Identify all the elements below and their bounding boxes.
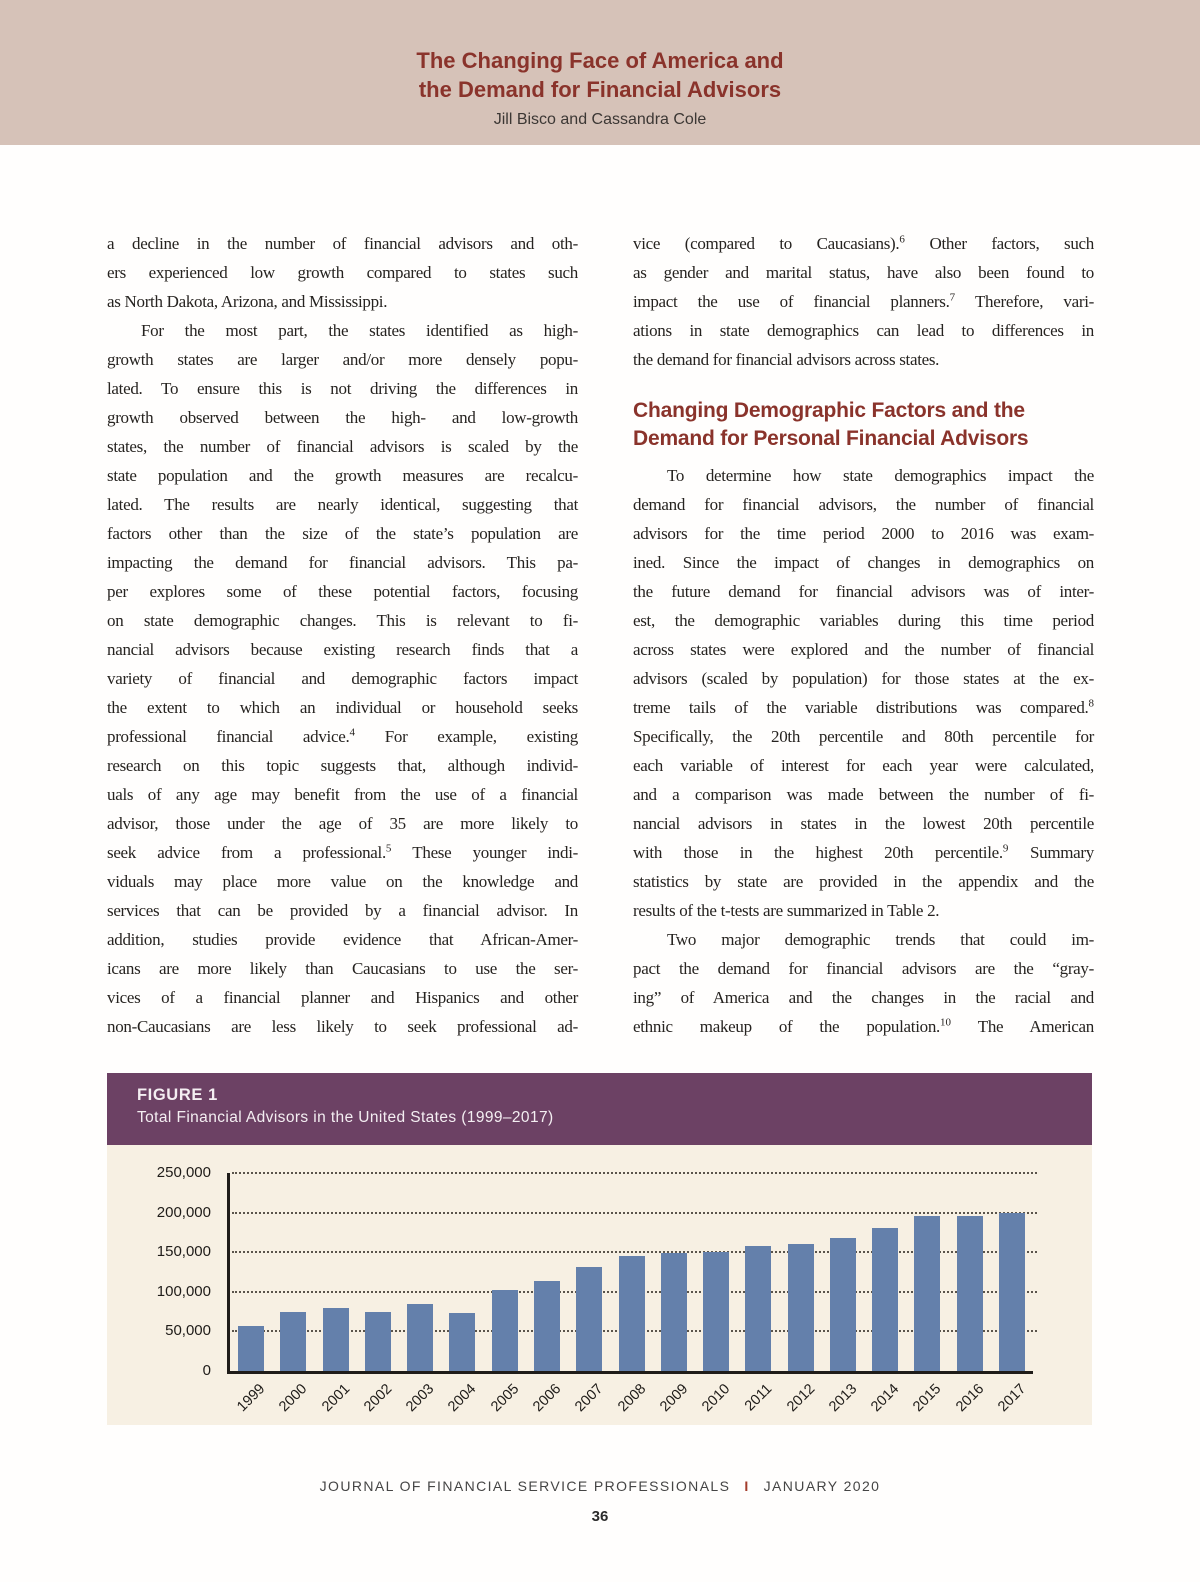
chart-bar-2000: [280, 1312, 306, 1371]
paragraph: [107, 229, 578, 316]
text-line: impact the use of financial planners.$^7$ Therefore, vari-: [633, 291, 1094, 311]
paper-title-line1: The Changing Face of America and: [416, 48, 784, 73]
text-line: icans are more likely than Caucasians to use the ser-: [107, 959, 578, 978]
y-tick-label: 50,000: [165, 1322, 211, 1340]
text-line: as North Dakota, Arizona, and Mississippi.: [107, 292, 388, 311]
text-line: vices of a financial planner and Hispanics and other: [107, 988, 578, 1007]
chart-bar-2016: [957, 1216, 983, 1371]
text-line: ations in state demographics can lead to differences in: [633, 321, 1094, 340]
chart-bar-2017: [999, 1213, 1025, 1371]
text-line: growth observed between the high- and low-growth: [107, 408, 578, 427]
text-line: with those in the highest 20th percentile.$^9$ Summary: [633, 842, 1094, 862]
x-tick-label: 2005: [487, 1381, 523, 1416]
x-tick-label: 2013: [825, 1381, 861, 1416]
text-line: treme tails of the variable distributions was compared.$^8$: [633, 697, 1094, 717]
x-tick-label: 2016: [952, 1381, 987, 1416]
text-line: growth states are larger and/or more densely popu-: [107, 350, 578, 369]
figure-title: Total Financial Advisors in the United States (1999–2017): [137, 1109, 554, 1126]
text-line: advisors (scaled by population) for those states at the ex-: [633, 669, 1094, 688]
paper-title: [0, 46, 1200, 104]
y-tick-label: 150,000: [156, 1243, 211, 1261]
y-tick-label: 100,000: [156, 1282, 211, 1300]
text-line: as gender and marital status, have also been found to: [633, 263, 1094, 282]
text-line: addition, studies provide evidence that African-Amer-: [107, 930, 578, 949]
chart-bar-1999: [238, 1326, 264, 1371]
body-column-left: [107, 229, 578, 1041]
text-line: research on this topic suggests that, although individ-: [107, 756, 578, 775]
x-tick-label: 1999: [234, 1381, 269, 1416]
chart-bar-2013: [830, 1238, 856, 1371]
text-line: lated. To ensure this is not driving the differences in: [107, 379, 578, 398]
paper-title-line2: the Demand for Financial Advisors: [418, 77, 782, 102]
chart-bar-2009: [661, 1253, 687, 1371]
text-line: ined. Since the impact of changes in demographics on: [633, 553, 1094, 572]
header-band: [0, 0, 1200, 145]
text-line: Specifically, the 20th percentile and 80th percentile for: [633, 727, 1094, 746]
text-line: nancial advisors in states in the lowest 20th percentile: [633, 814, 1094, 833]
x-tick-label: 2004: [445, 1381, 480, 1416]
text-line: lated. The results are nearly identical, suggesting that: [107, 495, 578, 514]
x-tick-label: 2008: [614, 1381, 649, 1416]
chart-bar-2008: [619, 1256, 645, 1371]
text-line: results of the t-tests are summarized in Table 2.: [633, 901, 940, 920]
x-tick-label: 2012: [783, 1381, 818, 1416]
text-line: pact the demand for financial advisors are the “gray-: [633, 959, 1094, 978]
chart-bar-2002: [365, 1312, 391, 1371]
text-line: each variable of interest for each year were calculated,: [633, 756, 1094, 775]
text-line: variety of financial and demographic factors impact: [107, 669, 578, 688]
text-line: demand for financial advisors, the number of financial: [633, 495, 1094, 514]
text-line: factors other than the size of the state’s population are: [107, 524, 578, 543]
x-tick-label: 2006: [530, 1381, 565, 1416]
figure-header-band: [107, 1073, 1092, 1145]
text-line: nancial advisors because existing research finds that a: [107, 640, 578, 659]
text-line: per explores some of these potential factors, focusing: [107, 582, 578, 601]
x-tick-label: 2015: [910, 1381, 945, 1416]
text-line: statistics by state are provided in the appendix and the: [633, 872, 1094, 891]
y-tick-label: 250,000: [156, 1164, 211, 1181]
paragraph: [107, 316, 578, 1041]
chart-bar-2011: [745, 1246, 771, 1371]
chart-bar-2010: [703, 1252, 729, 1371]
x-tick-label: 2009: [656, 1381, 692, 1416]
text-line: on state demographic changes. This is relevant to fi-: [107, 611, 578, 630]
text-line: the demand for financial advisors across states.: [633, 350, 940, 369]
page-footer: [0, 1478, 1200, 1494]
paper-authors: Jill Bisco and Cassandra Cole: [493, 111, 707, 128]
body-column-right: [633, 229, 1094, 1041]
paragraph: [633, 229, 1094, 374]
y-tick-label: 0: [202, 1362, 211, 1379]
text-line: Two major demographic trends that could im-: [667, 930, 1094, 949]
text-line: vice (compared to Caucasians).$^6$ Other factors, such: [633, 233, 1095, 253]
text-line: states, the number of financial advisors is scaled by the: [107, 437, 578, 456]
text-line: ethnic makeup of the population.$^{10}$ The American: [633, 1016, 1094, 1036]
x-tick-label: 2010: [699, 1381, 734, 1416]
chart-bar-2015: [914, 1216, 940, 1371]
x-tick-label: 2007: [572, 1381, 607, 1416]
footer-issue: JANUARY 2020: [763, 1478, 881, 1494]
gridline: [232, 1172, 1037, 1174]
x-tick-label: 2003: [403, 1381, 438, 1416]
chart-bar-2007: [576, 1267, 602, 1371]
x-tick-label: 2014: [868, 1381, 903, 1416]
text-line: uals of any age may benefit from the use of a financial: [107, 785, 578, 804]
section-heading: Changing Demographic Factors and the Demand for Personal Financial Advisors: [633, 399, 1029, 450]
figure-1: [107, 1073, 1092, 1425]
text-line: advisor, those under the age of 35 are more likely to: [107, 814, 578, 833]
y-tick-label: 200,000: [156, 1203, 211, 1221]
text-line: a decline in the number of financial advisors and oth-: [107, 234, 578, 253]
x-tick-label: 2011: [742, 1381, 776, 1415]
chart-bar-2003: [407, 1304, 433, 1371]
chart-bar-2006: [534, 1281, 560, 1371]
gridline: [232, 1212, 1037, 1214]
chart-bar-2012: [788, 1244, 814, 1371]
x-tick-label: 2001: [318, 1381, 353, 1416]
text-line: non-Caucasians are less likely to seek professional ad-: [107, 1017, 578, 1036]
x-tick-label: 2000: [276, 1381, 311, 1416]
text-line: seek advice from a professional.$^5$ These younger indi-: [107, 842, 578, 862]
text-line: state population and the growth measures are recalcu-: [107, 466, 578, 485]
text-line: and a comparison was made between the number of fi-: [633, 785, 1094, 804]
chart-bar-2014: [872, 1228, 898, 1371]
chart-bar-2001: [323, 1308, 349, 1371]
text-line: ing” of America and the changes in the racial and: [633, 988, 1094, 1007]
text-line: advisors for the time period 2000 to 2016 was exam-: [633, 524, 1094, 543]
text-line: viduals may place more value on the knowledge and: [107, 872, 578, 891]
figure-label: FIGURE 1: [137, 1086, 218, 1104]
chart-area: [107, 1145, 1092, 1425]
footer-separator: I: [744, 1478, 750, 1494]
text-line: est, the demographic variables during this time period: [633, 611, 1094, 630]
text-line: across states were explored and the number of financial: [633, 640, 1094, 659]
text-line: the future demand for financial advisors was of inter-: [633, 582, 1094, 601]
text-line: professional financial advice.$^4$ For example, existing: [107, 726, 579, 746]
text-line: ers experienced low growth compared to states such: [107, 263, 578, 282]
text-line: services that can be provided by a financial advisor. In: [107, 901, 578, 920]
text-line: For the most part, the states identified as high-: [141, 321, 578, 340]
chart-bar-2005: [492, 1290, 518, 1371]
x-tick-label: 2002: [361, 1381, 396, 1416]
text-line: To determine how state demographics impact the: [667, 466, 1094, 485]
chart-bar-2004: [449, 1313, 475, 1371]
paragraph: [633, 925, 1094, 1041]
x-tick-label: 2017: [995, 1381, 1030, 1416]
text-line: the extent to which an individual or household seeks: [107, 698, 578, 717]
paragraph: [633, 461, 1094, 925]
text-line: impacting the demand for financial advisors. This pa-: [107, 553, 578, 572]
chart-plot: [227, 1173, 1033, 1416]
page-number: 36: [591, 1508, 609, 1525]
footer-journal: JOURNAL OF FINANCIAL SERVICE PROFESSIONALS: [319, 1478, 731, 1494]
